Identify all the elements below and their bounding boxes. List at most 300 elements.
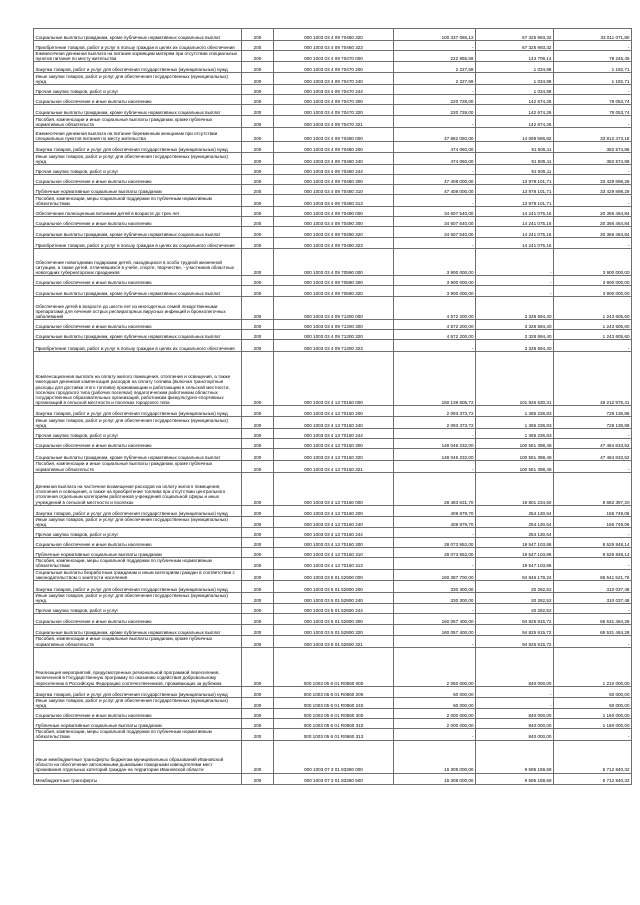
row-unexecuted-amount: 65 541 521,76 xyxy=(554,569,632,580)
row-unexecuted-amount: 78 053,74 xyxy=(554,105,632,116)
table-row xyxy=(34,352,632,406)
row-description: Социальное обеспечение и иные выплаты населению xyxy=(34,439,242,449)
row-description: Приобретение товаров, работ и услуг в пользу граждан в целях их социального обеспечения xyxy=(34,238,242,249)
row-approved-amount: - xyxy=(394,429,476,439)
row-approved-amount: - xyxy=(394,604,476,614)
row-executed-amount: 13 978 101,71 xyxy=(476,185,554,195)
row-classification-code: 000 1003 03 4 09 70590 000 xyxy=(274,249,394,276)
row-code: 200 xyxy=(242,85,274,95)
row-description: Пособия, компенсации и иные социальные выплаты гражданам, кроме публичных нормативных обязательств xyxy=(34,116,242,128)
row-code: 200 xyxy=(242,647,274,686)
table-row xyxy=(34,740,632,773)
row-code: 200 xyxy=(242,142,274,153)
row-approved-amount: 160 387 700,00 xyxy=(394,569,476,580)
row-classification-code: 000 1003 05 6 01 R0860 300 xyxy=(274,709,394,719)
row-unexecuted-amount: 1 243 605,60 xyxy=(554,297,632,320)
row-approved-amount: 2 000 000,00 xyxy=(394,709,476,719)
row-unexecuted-amount: 8 526 848,14 xyxy=(554,538,632,548)
row-description: Пособия, компенсации и иные социальные выплаты гражданам, кроме публичных нормативных обязательств xyxy=(34,461,242,472)
row-approved-amount: 220 728,00 xyxy=(394,105,476,116)
row-unexecuted-amount: 728 136,89 xyxy=(554,417,632,429)
row-executed-amount: - xyxy=(476,286,554,297)
table-row xyxy=(34,340,632,352)
row-classification-code: 000 1003 03 5 01 52900 244 xyxy=(274,604,394,614)
row-code: 200 xyxy=(242,604,274,614)
table-row xyxy=(34,709,632,719)
row-approved-amount: 2 227,69 xyxy=(394,73,476,85)
row-unexecuted-amount: 1 192,71 xyxy=(554,73,632,85)
row-approved-amount: 47 408 000,00 xyxy=(394,175,476,185)
row-description: Иные закупки товаров, работ и услуг для обеспечения государственных (муниципальных) нужд xyxy=(34,593,242,604)
row-unexecuted-amount: 20 366 464,84 xyxy=(554,207,632,217)
row-approved-amount: 474 060,00 xyxy=(394,142,476,153)
table-body xyxy=(34,29,632,785)
row-approved-amount: - xyxy=(394,238,476,249)
row-code: 200 xyxy=(242,116,274,128)
row-executed-amount: 9 595 159,68 xyxy=(476,773,554,784)
row-classification-code: 000 1003 05 6 01 R0860 310 xyxy=(274,719,394,729)
row-unexecuted-amount: - xyxy=(554,41,632,51)
table-row xyxy=(34,461,632,472)
row-approved-amount: - xyxy=(394,636,476,647)
table-row xyxy=(34,41,632,51)
row-code: 200 xyxy=(242,320,274,330)
row-unexecuted-amount: 3 900 000,00 xyxy=(554,276,632,286)
row-executed-amount: 91 505,11 xyxy=(476,153,554,165)
row-classification-code: 000 1003 03 5 01 52900 321 xyxy=(274,636,394,647)
row-unexecuted-amount: 382 574,89 xyxy=(554,153,632,165)
row-executed-amount: 100 561 398,48 xyxy=(476,461,554,472)
row-description: Социальное обеспечение и иные выплаты населению xyxy=(34,217,242,227)
row-description: Публичные нормативные социальные выплаты гражданам xyxy=(34,719,242,729)
row-approved-amount: - xyxy=(394,729,476,740)
row-description: Социальное обеспечение и иные выплаты населению xyxy=(34,276,242,286)
row-code: 200 xyxy=(242,505,274,516)
row-code: 200 xyxy=(242,686,274,697)
table-row xyxy=(34,604,632,614)
row-approved-amount: 4 572 200,00 xyxy=(394,297,476,320)
row-code: 200 xyxy=(242,558,274,569)
row-executed-amount: 94 825 915,72 xyxy=(476,625,554,636)
row-description: Социальные выплаты гражданам, кроме публичных нормативных социальных выплат xyxy=(34,286,242,297)
row-executed-amount: 14 241 075,16 xyxy=(476,207,554,217)
row-unexecuted-amount: - xyxy=(554,558,632,569)
row-classification-code: 000 1003 07 3 01 83360 500 xyxy=(274,773,394,784)
row-classification-code: 000 1003 03 4 13 70160 310 xyxy=(274,548,394,558)
row-unexecuted-amount: 1 192,71 xyxy=(554,62,632,73)
row-unexecuted-amount: 8 682 397,20 xyxy=(554,472,632,505)
row-description: Обеспечение новогодними подарками детей, находящихся в особо трудной жизненной ситуации, а также детей, отличившихся в учебе, спорте, творчестве, - участников областных новогодних губернаторских праздников xyxy=(34,249,242,276)
row-executed-amount: 3 328 594,40 xyxy=(476,330,554,340)
row-code: 200 xyxy=(242,340,274,352)
row-approved-amount: 50 000,00 xyxy=(394,686,476,697)
row-classification-code: 000 1003 03 5 01 52900 000 xyxy=(274,569,394,580)
row-code: 200 xyxy=(242,62,274,73)
row-description: Пособия, компенсации, меры социальной поддержки по публичным нормативным обязательствам xyxy=(34,729,242,740)
row-description: Социальное обеспечение и иные выплаты населению xyxy=(34,95,242,105)
row-code: 200 xyxy=(242,29,274,41)
row-code: 200 xyxy=(242,195,274,207)
row-classification-code: 000 1003 03 4 09 70470 200 xyxy=(274,62,394,73)
table-row xyxy=(34,238,632,249)
row-approved-amount: - xyxy=(394,461,476,472)
row-classification-code: 000 1003 03 4 13 70160 244 xyxy=(274,528,394,538)
row-unexecuted-amount: - xyxy=(554,429,632,439)
row-executed-amount: 1 034,88 xyxy=(476,85,554,95)
row-description: Социальные выплаты гражданам, кроме публичных нормативных социальных выплат xyxy=(34,105,242,116)
row-unexecuted-amount: - xyxy=(554,195,632,207)
table-row xyxy=(34,558,632,569)
row-executed-amount: 67 325 993,32 xyxy=(476,29,554,41)
row-description: Прочая закупка товаров, работ и услуг xyxy=(34,429,242,439)
row-unexecuted-amount: 6 712 840,32 xyxy=(554,773,632,784)
row-unexecuted-amount: 310 037,48 xyxy=(554,581,632,593)
row-classification-code: 000 1003 03 4 13 70160 240 xyxy=(274,516,394,527)
row-unexecuted-amount: - xyxy=(554,729,632,740)
row-unexecuted-amount: 50 000,00 xyxy=(554,686,632,697)
row-code: 200 xyxy=(242,538,274,548)
row-classification-code: 000 1003 03 4 13 70160 300 xyxy=(274,538,394,548)
row-classification-code: 000 1003 03 4 09 70470 240 xyxy=(274,73,394,85)
row-code: 200 xyxy=(242,472,274,505)
table-row xyxy=(34,686,632,697)
row-description: Иные межбюджетные трансферты бюджетам муниципальных образований Ивановской области на обеспечение автономными дымовыми пожарными извещателями мест проживания отдельных категорий граждан на территории Ивановской области xyxy=(34,740,242,773)
row-executed-amount: - xyxy=(476,276,554,286)
table-row xyxy=(34,647,632,686)
row-unexecuted-amount: 1 210 000,00 xyxy=(554,647,632,686)
row-executed-amount: 840 000,00 xyxy=(476,729,554,740)
row-executed-amount: - xyxy=(476,249,554,276)
row-description: Пособия, компенсации и иные социальные выплаты гражданам, кроме публичных нормативных обязательств xyxy=(34,636,242,647)
row-code: 200 xyxy=(242,581,274,593)
row-classification-code: 000 1003 03 4 09 70490 323 xyxy=(274,238,394,249)
table-row xyxy=(34,227,632,238)
row-executed-amount: 254 130,64 xyxy=(476,505,554,516)
row-classification-code: 000 1003 03 4 09 70480 200 xyxy=(274,142,394,153)
row-code: 200 xyxy=(242,217,274,227)
row-executed-amount: 14 241 075,16 xyxy=(476,238,554,249)
row-code: 200 xyxy=(242,461,274,472)
row-code: 200 xyxy=(242,73,274,85)
row-description: Пособия, компенсации, меры социальной поддержки по публичным нормативным обязательствам xyxy=(34,558,242,569)
row-executed-amount: 101 926 630,31 xyxy=(476,352,554,406)
row-approved-amount: 2 000 000,00 xyxy=(394,719,476,729)
row-classification-code: 000 1003 03 4 09 70470 321 xyxy=(274,116,394,128)
row-approved-amount: 16 308 000,00 xyxy=(394,740,476,773)
row-code: 200 xyxy=(242,105,274,116)
row-classification-code: 000 1003 03 4 09 71300 000 xyxy=(274,297,394,320)
table-row xyxy=(34,128,632,142)
row-description: Реализация мероприятий, предусмотренных региональной программой переселения, включенной в Государственную программу по оказанию содействия добровольному переселению в Российскую Федерацию соотечественников, проживающих за рубежом xyxy=(34,647,242,686)
row-classification-code: 000 1003 03 4 09 71300 320 xyxy=(274,330,394,340)
row-classification-code: 000 1003 03 4 09 70470 244 xyxy=(274,85,394,95)
row-code: 200 xyxy=(242,249,274,276)
row-code: 200 xyxy=(242,528,274,538)
row-executed-amount: 91 505,11 xyxy=(476,165,554,175)
row-approved-amount: 220 728,00 xyxy=(394,95,476,105)
row-classification-code: 000 1003 03 4 09 70490 300 xyxy=(274,217,394,227)
row-unexecuted-amount: 33 812 473,18 xyxy=(554,128,632,142)
table-row xyxy=(34,729,632,740)
row-approved-amount: 160 057 400,00 xyxy=(394,625,476,636)
table-row xyxy=(34,593,632,604)
row-unexecuted-amount: 48 212 975,41 xyxy=(554,352,632,406)
row-unexecuted-amount: 50 000,00 xyxy=(554,697,632,708)
row-description: Социальное обеспечение и иные выплаты населению xyxy=(34,614,242,625)
row-executed-amount: 100 561 398,48 xyxy=(476,449,554,461)
row-approved-amount: - xyxy=(394,195,476,207)
table-row xyxy=(34,249,632,276)
row-classification-code: 000 1003 03 5 01 52900 300 xyxy=(274,614,394,625)
row-executed-amount: 13 978 101,71 xyxy=(476,195,554,207)
row-description: Пособия, компенсации, меры социальной поддержки по публичным нормативным обязательствам xyxy=(34,195,242,207)
row-code: 200 xyxy=(242,207,274,217)
table-row xyxy=(34,51,632,62)
row-approved-amount: 2 227,69 xyxy=(394,62,476,73)
table-row xyxy=(34,773,632,784)
row-executed-amount: 19 801 234,50 xyxy=(476,472,554,505)
table-row xyxy=(34,548,632,558)
table-row xyxy=(34,569,632,580)
row-approved-amount: 409 879,70 xyxy=(394,516,476,527)
row-description: Обеспечение детей в возрасте до шести лет из многодетных семей лекарственными препаратами для лечения острых респираторных вирусных инфекций и бронхолегочных заболеваний xyxy=(34,297,242,320)
row-executed-amount: 20 262,52 xyxy=(476,581,554,593)
row-unexecuted-amount: - xyxy=(554,528,632,538)
row-code: 200 xyxy=(242,417,274,429)
row-description: Социальные выплаты гражданам, кроме публичных нормативных социальных выплат xyxy=(34,625,242,636)
row-code: 200 xyxy=(242,449,274,461)
row-description: Прочая закупка товаров, работ и услуг xyxy=(34,165,242,175)
row-unexecuted-amount: 20 366 464,84 xyxy=(554,227,632,238)
row-classification-code: 000 1003 03 4 09 70480 310 xyxy=(274,185,394,195)
row-executed-amount: 91 505,11 xyxy=(476,142,554,153)
row-executed-amount: 1 034,88 xyxy=(476,62,554,73)
table-row xyxy=(34,449,632,461)
table-row xyxy=(34,505,632,516)
table-row xyxy=(34,95,632,105)
row-classification-code: 000 1003 03 4 09 71300 300 xyxy=(274,320,394,330)
row-code: 200 xyxy=(242,95,274,105)
row-approved-amount: 150 139 605,72 xyxy=(394,352,476,406)
row-classification-code: 000 1003 03 4 09 70490 000 xyxy=(274,207,394,217)
row-description: Приобретение товаров, работ и услуг в пользу граждан в целях их социального обеспечения xyxy=(34,340,242,352)
row-unexecuted-amount: - xyxy=(554,238,632,249)
row-description: Социальные выплаты гражданам, кроме публичных нормативных социальных выплат xyxy=(34,227,242,238)
row-unexecuted-amount: 1 160 000,00 xyxy=(554,719,632,729)
row-code: 200 xyxy=(242,593,274,604)
table-row xyxy=(34,429,632,439)
table-row xyxy=(34,297,632,320)
row-approved-amount: - xyxy=(394,41,476,51)
row-description: Иные закупки товаров, работ и услуг для обеспечения государственных (муниципальных) нужд xyxy=(34,73,242,85)
row-unexecuted-amount: - xyxy=(554,116,632,128)
row-executed-amount: 254 130,64 xyxy=(476,516,554,527)
table-row xyxy=(34,625,632,636)
table-row xyxy=(34,472,632,505)
row-unexecuted-amount: 155 749,06 xyxy=(554,505,632,516)
row-approved-amount: 2 050 000,00 xyxy=(394,647,476,686)
row-unexecuted-amount: - xyxy=(554,636,632,647)
row-approved-amount: 4 572 200,00 xyxy=(394,330,476,340)
row-unexecuted-amount: 8 526 848,14 xyxy=(554,548,632,558)
row-approved-amount: 47 882 060,00 xyxy=(394,128,476,142)
row-executed-amount: 20 262,52 xyxy=(476,593,554,604)
row-executed-amount: 840 000,00 xyxy=(476,647,554,686)
row-classification-code: 000 1003 03 4 09 70480 313 xyxy=(274,195,394,207)
table-row xyxy=(34,538,632,548)
row-code: 200 xyxy=(242,330,274,340)
row-code: 200 xyxy=(242,439,274,449)
row-executed-amount: 20 262,52 xyxy=(476,604,554,614)
row-executed-amount: 254 130,64 xyxy=(476,528,554,538)
row-classification-code: 000 1003 03 4 09 71300 323 xyxy=(274,340,394,352)
row-description: Социальное обеспечение и иные выплаты населению xyxy=(34,538,242,548)
row-description: Прочая закупка товаров, работ и услуг xyxy=(34,528,242,538)
row-code: 200 xyxy=(242,41,274,51)
table-row xyxy=(34,175,632,185)
row-unexecuted-amount: 1 243 605,60 xyxy=(554,330,632,340)
row-description: Обеспечение полноценным питанием детей в возрасте до трех лет xyxy=(34,207,242,217)
row-approved-amount: - xyxy=(394,165,476,175)
row-classification-code: 000 1003 03 4 13 70150 000 xyxy=(274,352,394,406)
row-description: Компенсационная выплата на оплату жилого помещения, отопления и освещения, а также ежегодная денежная компенсация расходов на оплату топлива (включая транспортные расходы для доставки этого топлива) проживающим и работающим в сельской местности, поселках городского типа (рабочих поселках) педагогическим работникам областных государственных образовательных организаций, работникам физкультурно-спортивных организаций в сельской местности и поселках городского типа xyxy=(34,352,242,406)
row-executed-amount: 1 365 236,83 xyxy=(476,406,554,417)
table-row xyxy=(34,439,632,449)
row-executed-amount: 142 674,26 xyxy=(476,116,554,128)
row-unexecuted-amount: 47 484 833,52 xyxy=(554,439,632,449)
row-description: Иные закупки товаров, работ и услуг для обеспечения государственных (муниципальных) нужд xyxy=(34,697,242,708)
row-description: Закупка товаров, работ и услуг для обеспечения государственных (муниципальных) нужд xyxy=(34,406,242,417)
row-unexecuted-amount: - xyxy=(554,340,632,352)
table-row xyxy=(34,217,632,227)
row-classification-code: 000 1003 03 4 09 70460 320 xyxy=(274,29,394,41)
row-code: 200 xyxy=(242,153,274,165)
row-unexecuted-amount: 6 712 840,32 xyxy=(554,740,632,773)
row-description: Социальное обеспечение и иные выплаты населению xyxy=(34,709,242,719)
row-description: Социальные выплаты гражданам, кроме публичных нормативных социальных выплат xyxy=(34,330,242,340)
row-executed-amount: 94 846 178,24 xyxy=(476,569,554,580)
row-approved-amount: 474 060,00 xyxy=(394,153,476,165)
table-row xyxy=(34,153,632,165)
row-unexecuted-amount: - xyxy=(554,461,632,472)
row-classification-code: 000 1003 03 4 13 70150 200 xyxy=(274,406,394,417)
row-code: 200 xyxy=(242,276,274,286)
row-unexecuted-amount: 1 243 605,60 xyxy=(554,320,632,330)
row-description: Прочая закупка товаров, работ и услуг xyxy=(34,85,242,95)
table-row xyxy=(34,516,632,527)
table-row xyxy=(34,165,632,175)
row-approved-amount: 3 900 000,00 xyxy=(394,249,476,276)
row-code: 200 xyxy=(242,185,274,195)
row-executed-amount: 14 241 075,16 xyxy=(476,227,554,238)
row-unexecuted-amount: 310 037,48 xyxy=(554,593,632,604)
row-unexecuted-amount: 33 429 898,29 xyxy=(554,185,632,195)
table-row xyxy=(34,581,632,593)
row-approved-amount: 2 093 373,72 xyxy=(394,406,476,417)
row-executed-amount: 94 825 915,72 xyxy=(476,636,554,647)
row-description: Социальное обеспечение и иные выплаты населению xyxy=(34,175,242,185)
table-row xyxy=(34,320,632,330)
row-unexecuted-amount: 47 484 833,52 xyxy=(554,449,632,461)
row-executed-amount: 9 595 159,68 xyxy=(476,740,554,773)
table-row xyxy=(34,286,632,297)
row-code: 200 xyxy=(242,516,274,527)
row-code: 200 xyxy=(242,636,274,647)
row-description: Социальное обеспечение и иные выплаты населению xyxy=(34,320,242,330)
row-code: 200 xyxy=(242,697,274,708)
row-executed-amount: 143 709,14 xyxy=(476,51,554,62)
budget-table xyxy=(33,28,632,785)
row-description: Публичные нормативные социальные выплаты гражданам xyxy=(34,548,242,558)
row-classification-code: 000 1003 03 4 09 70470 320 xyxy=(274,105,394,116)
row-unexecuted-amount: 20 366 464,84 xyxy=(554,217,632,227)
row-classification-code: 000 1003 03 4 13 70150 240 xyxy=(274,417,394,429)
row-classification-code: 000 1003 03 4 13 70150 321 xyxy=(274,461,394,472)
row-approved-amount: 4 572 200,00 xyxy=(394,320,476,330)
table-row xyxy=(34,417,632,429)
row-unexecuted-amount: 1 160 000,00 xyxy=(554,709,632,719)
row-classification-code: 000 1003 03 5 01 52900 320 xyxy=(274,625,394,636)
row-executed-amount: 14 069 586,82 xyxy=(476,128,554,142)
row-approved-amount: 148 046 232,00 xyxy=(394,439,476,449)
table-row xyxy=(34,85,632,95)
row-classification-code: 000 1003 03 4 13 70150 244 xyxy=(274,429,394,439)
row-code: 200 xyxy=(242,128,274,142)
row-approved-amount: 28 483 631,70 xyxy=(394,472,476,505)
table-row xyxy=(34,330,632,340)
row-approved-amount: - xyxy=(394,85,476,95)
row-description: Социальные выплаты гражданам, кроме публичных нормативных социальных выплат xyxy=(34,29,242,41)
row-executed-amount: 840 000,00 xyxy=(476,719,554,729)
table-row xyxy=(34,276,632,286)
row-code: 200 xyxy=(242,709,274,719)
row-approved-amount: 160 057 400,00 xyxy=(394,614,476,625)
row-classification-code: 000 1003 05 6 01 R0860 200 xyxy=(274,686,394,697)
row-description: Закупка товаров, работ и услуг для обеспечения государственных (муниципальных) нужд xyxy=(34,142,242,153)
row-executed-amount: 142 674,26 xyxy=(476,95,554,105)
row-executed-amount: 94 825 915,72 xyxy=(476,614,554,625)
row-classification-code: 000 1003 05 6 01 R0860 240 xyxy=(274,697,394,708)
row-executed-amount: 13 978 101,71 xyxy=(476,175,554,185)
row-approved-amount: 2 093 373,72 xyxy=(394,417,476,429)
row-classification-code: 000 1003 03 4 13 70150 320 xyxy=(274,449,394,461)
row-executed-amount: 19 547 103,86 xyxy=(476,548,554,558)
row-classification-code: 000 1003 03 4 09 70470 300 xyxy=(274,95,394,105)
row-unexecuted-amount: 33 011 071,80 xyxy=(554,29,632,41)
row-description: Закупка товаров, работ и услуг для обеспечения государственных (муниципальных) нужд xyxy=(34,505,242,516)
row-approved-amount: 50 000,00 xyxy=(394,697,476,708)
row-description: Иные закупки товаров, работ и услуг для обеспечения государственных (муниципальных) нужд xyxy=(34,516,242,527)
table-row xyxy=(34,528,632,538)
row-code: 200 xyxy=(242,569,274,580)
row-description: Ежемесячная денежная выплата на питание кормящим матерям при отсутствии специальных пунктов питания по месту жительства xyxy=(34,51,242,62)
row-unexecuted-amount: 155 749,06 xyxy=(554,516,632,527)
row-description: Денежная выплата на частичное возмещение расходов на оплату жилого помещения, отопления и освещения, а также на приобретение топлива при отсутствии центрального отопления отдельным категориям работников учреждений социальной сферы и иных учреждений в сельской местности и поселках xyxy=(34,472,242,505)
row-classification-code: 000 1003 03 4 09 70480 244 xyxy=(274,165,394,175)
row-code: 200 xyxy=(242,625,274,636)
row-executed-amount: - xyxy=(476,697,554,708)
row-unexecuted-amount: 3 900 000,00 xyxy=(554,286,632,297)
table-row xyxy=(34,62,632,73)
row-description: Социальные выплаты гражданам, кроме публичных нормативных социальных выплат xyxy=(34,449,242,461)
row-classification-code: 000 1003 03 4 09 70590 320 xyxy=(274,286,394,297)
row-approved-amount: 34 607 540,00 xyxy=(394,207,476,217)
table-row xyxy=(34,406,632,417)
row-classification-code: 000 1003 03 4 13 70160 000 xyxy=(274,472,394,505)
row-executed-amount: 840 000,00 xyxy=(476,709,554,719)
row-approved-amount: - xyxy=(394,116,476,128)
row-code: 200 xyxy=(242,773,274,784)
